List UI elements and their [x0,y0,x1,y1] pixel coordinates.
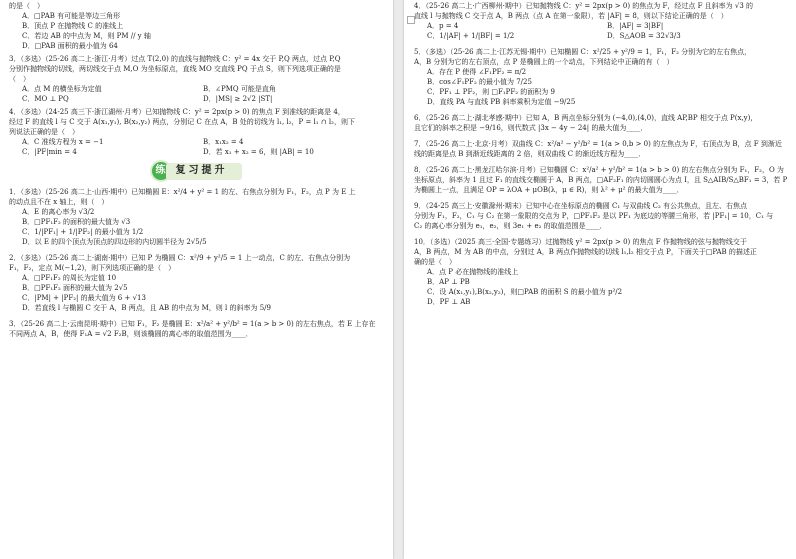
option-text: B．AP ⊥ PB [427,278,470,286]
page-right [404,0,796,559]
option-text: B．|AF| = 3|BF| [607,22,664,30]
question-text: 直线 l 与抛物线 C 交于点 A，B 两点（点 A 在第一象限），若 |AF| = 8，则以下结论正确的是（ ） [414,12,728,20]
question-text: 6．（25-26 高二上·湖北孝感·期中）已知 A，B 两点坐标分别为 (−4,0),(4,0)，直线 AP,BP 相交于点 P(x,y)， [414,114,758,122]
question-text: 分别作抛物线的切线，两切线交于点 M,O 为坐标原点，直线 MO 交直线 PQ 于点 S，则下列选项正确的是 [9,65,341,73]
question-text: 坐标原点，斜率为 1 且过 F₁ 的直线交椭圆于 A，B 两点，□AF₂F₁ 的内切圆圆心为点 I，且 S△AIB/S△BF₁ = 3，若 P [414,176,787,184]
option-text: A．点 P 必在抛物线的准线上 [427,268,519,276]
option-text: A．□PF₁F₂ 的周长为定值 10 [22,274,117,282]
question-text: 经过 F 的直线 l 与 C 交于 A(x₁,y₁), B(x₂,y₂) 两点，分别记 C 在点 A，B 处的切线为 l₁, l₂，P = l₁ ∩ l₂，则下 [9,118,355,126]
option-text: A．E 的离心率为 √3/2 [22,208,95,216]
option-text: D．S△AOB = 32√3/3 [607,32,681,40]
question-text: 10．（多选）（2025 高三·全国·专题练习）过抛物线 y² = 2px(p > 0) 的焦点 F 作抛物线的弦与抛物线交于 [414,238,747,246]
review-banner-title: 复习提升 [166,163,242,180]
question-text: 列说法正确的是（ ） [9,128,79,136]
option-text: C．|PM| + |PF₂| 的最大值为 6 + √13 [22,294,146,302]
practice-badge-icon: 练 [152,162,170,180]
question-text: 3．（多选）（25-26 高二上·浙江·月考）过点 T(2,0) 的直线与抛物线 C：y² = 4x 交于 P,Q 两点，过点 P,Q [9,55,341,63]
option-text: B．顶点 P 在抛物线 C 的准线上 [22,22,124,30]
option-text: C．1/|AF| + 1/|BF| = 1/2 [427,32,515,40]
option-text: C．MO ⊥ PQ [22,95,69,103]
question-text: 7．（25-26 高二上·北京·月考）双曲线 C：x²/a² − y²/b² = 1(a > 0,b > 0) 的左焦点为 F，右顶点为 B，点 F 到渐近 [414,140,782,148]
option-text: C．1/|PF₁| + 1/|PF₂| 的最小值为 1/2 [22,228,144,236]
option-text: B．□PF₁F₂ 面积的最大值为 2√5 [22,284,128,292]
question-text: 线的距离是点 B 到渐近线距离的 2 倍，则双曲线 C 的渐近线方程为____． [414,150,646,158]
question-text: C₂ 的离心率分别为 e₁，e₂，则 3e₁ + e₂ 的取值范围是____． [414,222,607,230]
option-row [9,137,384,147]
question-text: 分别为 F₁，F₂，C₁ 与 C₂ 在第一象限的交点为 P，□PF₁F₂ 是以 PF₁ 为底边的等腰三角形，若 |PF₁| = 10，C₁ 与 [414,212,774,220]
option-text: D．若直线 l 与椭圆 C 交于 A，B 两点，且 AB 的中点为 M，则 l 的斜率为 5/9 [22,304,271,312]
option-text: C．若边 AB 的中点为 M，则 PM // y 轴 [22,32,151,40]
question-text: 的是（ ） [9,2,44,10]
option-row [414,21,787,31]
page-left [0,0,393,559]
question-text: F₁，F₂，定点 M(−1,2)，则下列选项正确的是（ ） [9,264,176,272]
question-text: 的动点且不在 x 轴上，则（ ） [9,198,109,206]
option-row [9,147,384,157]
question-text: 4．（25-26 高二上·广西柳州·期中）已知抛物线 C：y² = 2px(p > 0) 的焦点为 F，经过点 F 且斜率为 √3 的 [414,2,754,10]
option-text: A．存在 P 使得 ∠F₁PF₂ = π/2 [427,68,527,76]
option-row [414,31,787,41]
question-text: 5．（多选）（25-26 高二上·江苏无锡·期中）已知椭圆 C：x²/25 + y²/9 = 1，F₁，F₂ 分别为它的左右焦点， [414,48,752,56]
question-text: 1．（多选）（25-26 高二上·山西·期中）已知椭圆 E：x²/4 + y² = 1 的左、右焦点分别为 F₁，F₂，点 P 为 E 上 [9,188,356,196]
question-text: 确的是（ ） [414,258,456,266]
option-row [9,84,384,94]
option-text: A．点 M 的横坐标为定值 [22,85,102,93]
option-text: B．□PF₁F₂ 的面积的最大值为 √3 [22,218,131,226]
option-text: D．直线 PA 与直线 PB 斜率乘积为定值 −9/25 [427,98,576,106]
question-text: A，B 两点，M 为 AB 的中点，分别过 A，B 两点作抛物线的切线 l₁,l₂ 相交于点 P，下面关于□PAB 的描述正 [414,248,757,256]
right-page-content [414,1,787,307]
option-text: D．□PAB 面积的最小值为 64 [22,42,118,50]
option-text: B．x₁x₂ = 4 [203,138,244,146]
left-page-content [9,1,384,339]
option-text: C．设 A(x₁,y₁),B(x₂,y₂)，则□PAB 的面积 S 的最小值为 p²/2 [427,288,623,296]
option-text: C．|PF|min = 4 [22,148,77,156]
question-text: A，B 分别为它的左右顶点，点 P 是椭圆上的一个动点，下列结论中正确的有（ ） [414,58,674,66]
question-text: 9．（24-25 高三上·安徽滁州·期末）已知中心在坐标原点的椭圆 C₁ 与双曲线 C₂ 有公共焦点，且左、右焦点 [414,202,748,210]
option-text: C．PF₁ ⊥ PF₂，则 □F₁PF₂ 的面积为 9 [427,88,555,96]
option-text: B．∠PMQ 可能是直角 [203,85,276,93]
question-text: 3．（25-26 高二上·云南昆明·期中）已知 F₁，F₂ 是椭圆 E：x²/a² + y²/b² = 1(a > b > 0) 的左右焦点，若 E 上存在 [9,320,376,328]
option-text: A．p = 4 [427,22,459,30]
question-text: 8．（25-26 高二上·黑龙江哈尔滨·月考）已知椭圆 C：x²/a² + y²/b² = 1(a > b > 0) 的左右焦点分别为 F₁，F₂，O 为 [414,166,784,174]
option-text: B．cos∠F₁PF₂ 的最小值为 7/25 [427,78,532,86]
question-text: 2．（多选）（25-26 高二上·湖南·期中）已知 P 为椭圆 C：x²/9 + y²/5 = 1 上一动点，C 的左、右焦点分别为 [9,254,351,262]
review-banner [9,160,384,182]
option-text: D．PF ⊥ AB [427,298,471,306]
option-text: A．□PAB 有可能是等边三角形 [22,12,121,20]
option-text: D．|MS| ≥ 2√2 |ST| [203,95,273,103]
option-text: A．C 准线方程为 x = −1 [22,138,104,146]
option-text: D．若 x₁ + x₂ = 6，则 |AB| = 10 [203,148,314,156]
option-row [9,94,384,104]
option-text: D．以 E 的四个顶点为顶点的四边形的内切圆半径为 2√5/5 [22,238,207,246]
question-text: 4．（多选）（24-25 高三下·浙江湖州·月考）已知抛物线 C：y² = 2px(p > 0) 的焦点 F 到准线的距离是 4， [9,108,345,116]
question-text: 不同两点 A，B，使得 F₁A = √2 F₂B，则该椭圆的离心率的取值范围为____． [9,330,253,338]
question-text: 且它们的斜率之积是 −9/16，则代数式 |3x − 4y − 24| 的最大值为____． [414,124,648,132]
question-text: 为椭圆上一点，且满足 OP = λOA + μOB(λ，μ ∈ R)，则 λ² + μ² 的最大值为____． [414,186,684,194]
question-text: （ ） [9,75,30,83]
